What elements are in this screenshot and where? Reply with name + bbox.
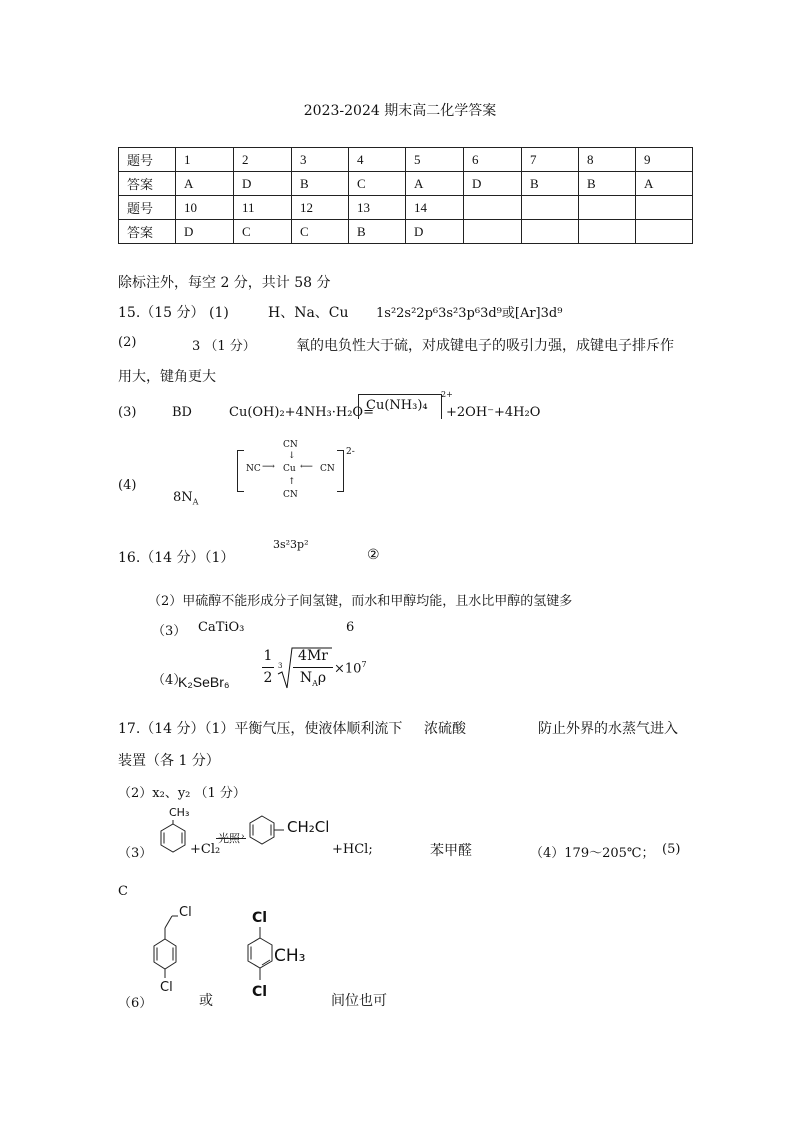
table-cell — [464, 220, 522, 244]
table-cell: 6 — [464, 148, 522, 172]
table-cell: A — [636, 172, 693, 196]
q17-head: 17.（14 分）（1）平衡气压，使液体顺利流下 — [118, 721, 403, 737]
table-cell: C — [234, 220, 292, 244]
q17-p4: （4）179～205℃； — [530, 846, 655, 861]
q16-p1-config: 3s²3p² — [273, 538, 309, 551]
root-denominator: $N_A\rho$ — [299, 670, 327, 688]
table-cell: C — [292, 220, 349, 244]
right-bracket — [337, 450, 344, 492]
q17-p6-ch3: CH₃ — [274, 946, 306, 966]
table-cell — [636, 220, 693, 244]
table-cell: B — [349, 220, 406, 244]
table-cell: 14 — [406, 196, 464, 220]
q17-p3-ch2cl: CH₂Cl — [287, 818, 330, 836]
table-cell — [579, 220, 636, 244]
q17-p6-tail: 间位也可 — [331, 993, 387, 1009]
q17-p3-cl2: +Cl₂ — [190, 842, 221, 857]
arrow-head-icon: › — [241, 832, 245, 842]
q17-p3-cond: 光照 — [218, 832, 240, 845]
q17-p3-hcl: +HCl; — [332, 842, 373, 857]
q17-p6-cl2-bottom: Cl — [252, 984, 268, 1000]
cn-bottom: CN — [283, 490, 298, 500]
table-cell: D — [464, 172, 522, 196]
table-cell: B — [522, 172, 579, 196]
answer-table — [118, 147, 693, 244]
q16-p3-num: （3） — [152, 624, 187, 639]
cn-top: CN — [283, 440, 298, 450]
table-cell: 9 — [636, 148, 693, 172]
q15-p4-val: $8N_A$ — [173, 490, 199, 507]
table-cell: 10 — [176, 196, 234, 220]
table-cell: D — [406, 220, 464, 244]
arrow-left-icon: ⟵ — [300, 462, 313, 472]
q16-p1-circle: ② — [367, 547, 380, 563]
left-bracket — [237, 450, 244, 492]
q15-p3-complex: Cu(NH₃)₄ — [366, 398, 428, 413]
q16-p4-formula: K₂SeBr₆ — [178, 674, 230, 690]
frac-one: 1 — [263, 648, 273, 664]
q17-p6-or: 或 — [199, 993, 213, 1009]
row-header-cell: 题号 — [119, 196, 176, 220]
q15-p2-val: 3 （1 分） — [192, 339, 256, 354]
table-cell: 11 — [234, 196, 292, 220]
table-cell: D — [176, 220, 234, 244]
q17-p5-num: (5) — [662, 842, 681, 857]
q16-p3-formula: CaTiO₃ — [198, 620, 245, 635]
toluene-ch3: CH₃ — [169, 806, 190, 819]
table-cell — [522, 196, 579, 220]
arrow-down-icon: ↓ — [288, 451, 296, 461]
root-numerator: 4Mr — [298, 648, 328, 664]
q15-p3-ans: BD — [172, 405, 192, 420]
table-cell — [579, 196, 636, 220]
q17-p1-tail: 装置（各 1 分） — [118, 753, 220, 769]
nc-left: NC — [246, 464, 261, 474]
q17-p2: （2）x₂、y₂ （1 分） — [118, 786, 246, 801]
table-cell: 13 — [349, 196, 406, 220]
table-row — [119, 172, 693, 196]
benzyl-ring-icon — [248, 814, 288, 846]
q17-p3-num: （3） — [118, 846, 153, 861]
q15-p4-num: (4) — [118, 478, 137, 493]
q15-p2-text1: 氧的电负性大于硫，对成键电子的吸引力强，成键电子排斥作 — [296, 338, 674, 354]
q15-p2-num: (2) — [118, 335, 137, 350]
arrow-right-icon: ⟶ — [262, 462, 275, 472]
q15-p2-text2: 用大，键角更大 — [118, 369, 216, 385]
q16-p2: （2）甲硫醇不能形成分子间氢键，而水和甲醇均能，且水比甲醇的氢键多 — [148, 594, 573, 609]
q15-p3-num: (3) — [118, 405, 137, 420]
q15-p3-eq-left: Cu(OH)₂+4NH₃·H₂O= — [229, 405, 374, 420]
table-row — [119, 148, 693, 172]
table-cell: 3 — [292, 148, 349, 172]
table-cell — [464, 196, 522, 220]
frac-line — [262, 667, 274, 668]
table-cell: 12 — [292, 196, 349, 220]
q17-p5-ans: C — [118, 884, 128, 899]
table-cell: 4 — [349, 148, 406, 172]
q15-elements: H、Na、Cu — [268, 305, 349, 321]
table-cell: B — [292, 172, 349, 196]
table-cell: 5 — [406, 148, 464, 172]
q17-p6-cl-bottom: Cl — [160, 980, 173, 995]
page-title: 2023-2024 期末高二化学答案 — [303, 103, 497, 119]
q17-p1-c: 防止外界的水蒸气进入 — [538, 721, 678, 737]
table-cell — [636, 196, 693, 220]
table-cell: A — [176, 172, 234, 196]
table-cell: D — [234, 172, 292, 196]
root-index: 3 — [278, 662, 283, 670]
q16-head: 16.（14 分）（1） — [118, 550, 235, 566]
q16-p3-val: 6 — [346, 620, 355, 635]
table-cell: B — [579, 172, 636, 196]
table-cell: 7 — [522, 148, 579, 172]
q15-config: 1s²2s²2p⁶3s²3p⁶3d⁹或[Ar]3d⁹ — [376, 306, 563, 321]
root-frac-line — [293, 667, 333, 668]
table-row — [119, 220, 693, 244]
table-cell: 1 — [176, 148, 234, 172]
cu-center: Cu — [283, 464, 296, 474]
toluene-ring-icon — [158, 820, 188, 856]
table-cell — [522, 220, 579, 244]
dichlorotoluene-icon — [226, 924, 276, 988]
q17-p6-cl2-top: Cl — [252, 910, 268, 926]
scoring-note: 除标注外，每空 2 分，共计 58 分 — [118, 275, 331, 291]
table-cell: A — [406, 172, 464, 196]
table-cell: 2 — [234, 148, 292, 172]
arrow-up-icon: ↑ — [288, 477, 296, 487]
q16-p4-tail: $\times 10^7$ — [334, 660, 367, 677]
row-header-cell: 题号 — [119, 148, 176, 172]
q15-p3-charge: 2+ — [441, 390, 453, 399]
table-cell: 8 — [579, 148, 636, 172]
table-cell: C — [349, 172, 406, 196]
q17-p6-cl-top: Cl — [179, 905, 192, 920]
frac-two: 2 — [263, 670, 273, 686]
q17-p1-b: 浓硫酸 — [424, 721, 466, 737]
row-header-cell: 答案 — [119, 172, 176, 196]
q17-p6-num: （6） — [118, 996, 153, 1011]
cn-right: CN — [320, 464, 335, 474]
complex-charge: 2- — [346, 447, 355, 457]
q15-p3-eq-right: +2OH⁻+4H₂O — [446, 405, 541, 420]
q17-p3-name: 苯甲醛 — [430, 843, 472, 859]
table-row — [119, 196, 693, 220]
q16-p4-num: （4） — [152, 673, 187, 688]
row-header-cell: 答案 — [119, 220, 176, 244]
q15-head: 15.（15 分） (1) — [118, 305, 229, 321]
